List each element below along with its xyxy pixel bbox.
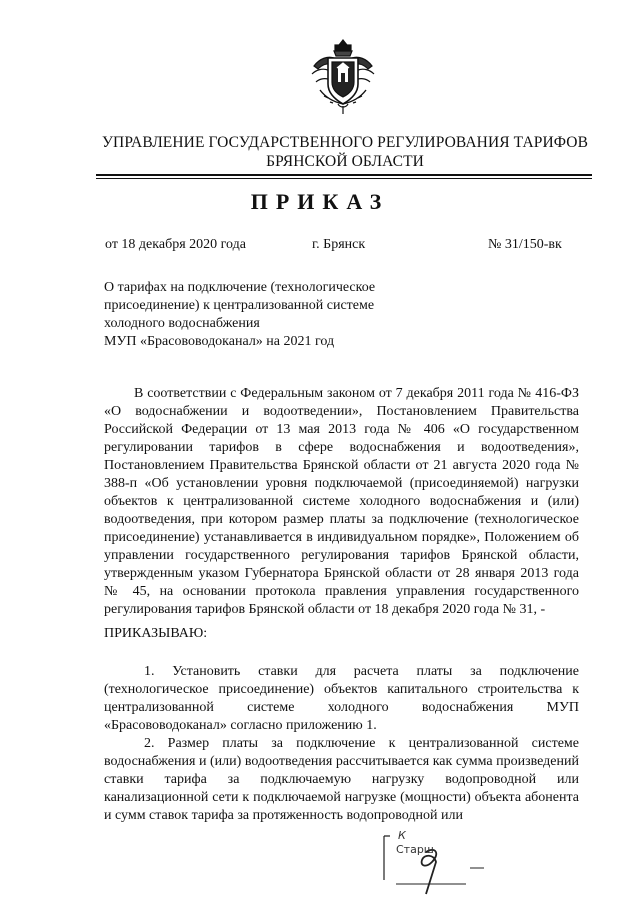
- organization-title-line2: БРЯНСКОЙ ОБЛАСТИ: [266, 153, 424, 170]
- header-rule-thick: [96, 174, 592, 176]
- stamp-text: К: [398, 829, 406, 842]
- coat-of-arms-icon: [308, 38, 378, 116]
- header-rule-thin: [96, 178, 592, 179]
- document-city: г. Брянск: [312, 237, 366, 252]
- order-item-1: 1. Установить ставки для расчета платы за подключение (технологическое присоединение) объектов капитального строительства к централизованной системе холодного водоснабжения МУП «Брасововодоканал» согласно приложению 1.: [104, 664, 579, 733]
- subject-line: присоединение) к централизованной системе: [104, 298, 375, 313]
- organization-title-line1: УПРАВЛЕНИЕ ГОСУДАРСТВЕННОГО РЕГУЛИРОВАНИЯ ТАРИФОВ: [101, 134, 589, 151]
- organization-title: [90, 133, 600, 171]
- subject-line: О тарифах на подключение (технологическое: [104, 280, 376, 295]
- preamble-paragraph: В соответствии с Федеральным законом от 7 декабря 2011 года № 416-ФЗ «О водоснабжении и водоотведении», Постановлением Правительства Российской Федерации от 13 мая 2013 года № 406 «О государственном регулировании тарифов в сфере водоснабжения и водоотведения», Постановлением Правительства Брянской области от 21 августа 2020 года № 388-п «Об установлении уровня подключаемой (присоединяемой) нагрузки объектов к централизованной системе холодного водоснабжения и (или) водоотведения, при котором размер платы за подключение (технологическое присоединение) устанавливается в индивидуальном порядке», Положением об управлении государственного регулирования тарифов Брянской области, утвержденным указом Губернатора Брянской области от 28 января 2013 года № 45, на основании протокола правления управления государственного регулирования тарифов Брянской области от 18 декабря 2020 года № 31, -: [104, 386, 579, 617]
- subject-line: МУП «Брасововодоканал» на 2021 год: [104, 334, 335, 349]
- subject-line: холодного водоснабжения: [104, 316, 260, 331]
- stamp-text: Старш: [396, 843, 434, 856]
- document-subject: [104, 279, 434, 351]
- order-item-2: 2. Размер платы за подключение к централизованной системе водоснабжения и (или) водоотведения рассчитывается как сумма произведений ставки тарифа за подключаемую нагрузку водопроводной или канализационной сети к подключаемой нагрузке (мощности) объекта абонента и сумм ставок тарифа за протяженность водопроводной или: [104, 736, 579, 823]
- document-title: ПРИКАЗ: [250, 189, 390, 214]
- order-command: ПРИКАЗЫВАЮ:: [104, 626, 208, 641]
- document-number: № 31/150-вк: [488, 237, 562, 252]
- document-date: от 18 декабря 2020 года: [105, 237, 246, 252]
